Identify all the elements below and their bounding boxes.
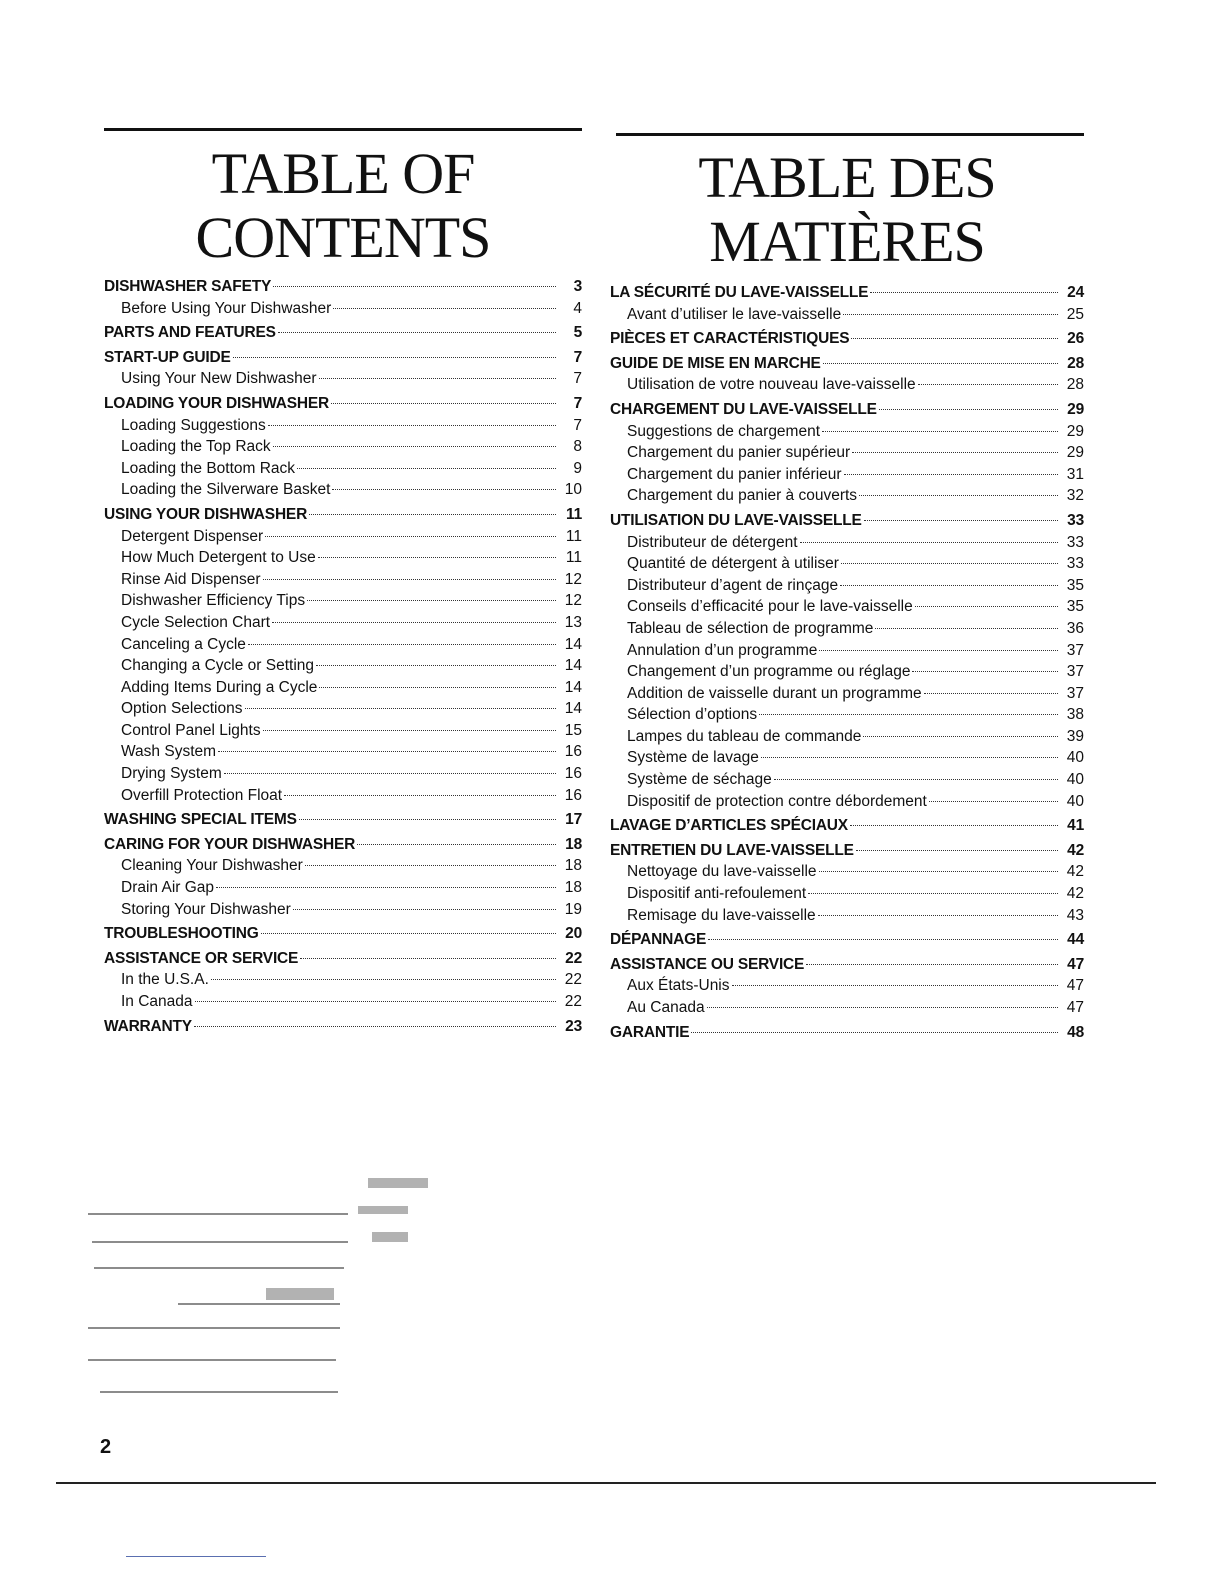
dot-leader [864, 520, 1058, 521]
subsection-title: Distributeur d’agent de rinçage [627, 576, 839, 594]
toc-subsection-entry [104, 879, 582, 901]
page-ref: 39 [1066, 727, 1084, 745]
top-rule-english [104, 128, 582, 131]
toc-subsection-entry [610, 793, 1084, 815]
section-title: GUIDE DE MISE EN MARCHE [610, 354, 821, 372]
dot-leader [273, 446, 556, 447]
dot-leader [800, 542, 1058, 543]
page-ref: 33 [1067, 511, 1084, 529]
page-ref: 14 [564, 657, 582, 675]
toc-subsection-entry [610, 642, 1084, 664]
toc-subsection-entry [104, 679, 582, 701]
top-rule-french [616, 133, 1084, 136]
subsection-title: Control Panel Lights [121, 721, 261, 739]
subsection-title: Sélection d’options [627, 706, 758, 724]
toc-subsection-entry [610, 306, 1084, 328]
page-ref: 11 [566, 505, 582, 523]
dot-leader [248, 644, 556, 645]
dot-leader [316, 665, 556, 666]
subsection-title: Annulation d’un programme [627, 641, 818, 659]
section-title: ENTRETIEN DU LAVE-VAISSELLE [610, 841, 854, 859]
subsection-title: Drain Air Gap [121, 879, 215, 897]
subsection-title: Storing Your Dishwasher [121, 900, 291, 918]
page-ref: 33 [1066, 555, 1084, 573]
page-ref: 29 [1066, 444, 1084, 462]
dot-leader [224, 773, 556, 774]
page-ref: 20 [565, 925, 582, 943]
page-ref: 28 [1067, 354, 1084, 372]
section-title: WASHING SPECIAL ITEMS [104, 811, 297, 829]
toc-subsection-entry [104, 971, 582, 993]
toc-subsection-entry [610, 423, 1084, 445]
toc-subsection-entry [104, 417, 582, 439]
page-ref: 37 [1066, 663, 1084, 681]
subsection-title: Option Selections [121, 700, 243, 718]
title-line-1: TABLE DES [698, 145, 996, 210]
toc-section-entry [104, 836, 582, 858]
toc-subsection-entry [610, 598, 1084, 620]
subsection-title: Dispositif de protection contre débordement [627, 792, 927, 810]
toc-subsection-entry [610, 376, 1084, 398]
toc-section-entry [610, 931, 1084, 953]
subsection-title: Loading the Top Rack [121, 438, 271, 456]
subsection-title: Loading Suggestions [121, 416, 266, 434]
page-ref: 38 [1066, 706, 1084, 724]
toc-section-entry [610, 1024, 1084, 1046]
dot-leader [851, 338, 1058, 339]
toc-subsection-entry [104, 901, 582, 923]
toc-subsection-entry [610, 663, 1084, 685]
section-title: DÉPANNAGE [610, 931, 707, 949]
page-ref: 35 [1066, 598, 1084, 616]
page-ref: 22 [565, 949, 582, 967]
subsection-title: Canceling a Cycle [121, 635, 246, 653]
section-title: LAVAGE D’ARTICLES SPÉCIAUX [610, 817, 848, 835]
dot-leader [822, 431, 1058, 432]
subsection-title: Drying System [121, 765, 222, 783]
page-ref: 41 [1067, 817, 1084, 835]
dot-leader [806, 964, 1058, 965]
toc-subsection-entry [610, 885, 1084, 907]
page-ref: 7 [573, 370, 582, 388]
dot-leader [233, 357, 556, 358]
section-title: GARANTIE [610, 1023, 690, 1041]
title-line-2: MATIÈRES [709, 209, 985, 274]
section-title: UTILISATION DU LAVE-VAISSELLE [610, 511, 862, 529]
dot-leader [263, 730, 556, 731]
dot-leader [875, 628, 1058, 629]
dot-leader [823, 363, 1058, 364]
page-ref: 5 [573, 324, 582, 342]
page-ref: 8 [573, 438, 582, 456]
toc-section-entry [104, 950, 582, 972]
dot-leader [843, 314, 1058, 315]
page-ref: 42 [1066, 863, 1084, 881]
dot-leader [273, 286, 556, 287]
subsection-title: Remisage du lave-vaisselle [627, 906, 816, 924]
page-ref: 12 [564, 592, 582, 610]
dot-leader [319, 687, 556, 688]
toc-subsection-entry [104, 438, 582, 460]
toc-subsection-entry [104, 700, 582, 722]
toc-subsection-entry [610, 771, 1084, 793]
subsection-title: Detergent Dispenser [121, 527, 264, 545]
toc-subsection-entry [104, 743, 582, 765]
dot-leader [818, 915, 1058, 916]
dot-leader [732, 985, 1058, 986]
page-ref: 11 [565, 527, 582, 545]
toc-section-entry [104, 349, 582, 371]
dot-leader [218, 751, 556, 752]
toc-section-entry [610, 284, 1084, 306]
page-ref: 47 [1067, 955, 1084, 973]
section-spacer [104, 1039, 582, 1042]
page-ref: 47 [1066, 977, 1084, 995]
subsection-title: Tableau de sélection de programme [627, 619, 874, 637]
toc-subsection-entry [610, 999, 1084, 1021]
toc-section-entry [610, 330, 1084, 352]
toc-subsection-entry [104, 993, 582, 1015]
dot-leader [840, 585, 1058, 586]
subsection-title: In Canada [121, 993, 193, 1010]
toc-subsection-entry [104, 765, 582, 787]
dot-leader [299, 819, 556, 820]
page-ref: 37 [1066, 641, 1084, 659]
title-line-1: TABLE OF [211, 141, 475, 206]
page-ref: 16 [564, 743, 582, 761]
dot-leader [691, 1032, 1058, 1033]
subsection-title: How Much Detergent to Use [121, 549, 316, 567]
toc-section-entry [104, 278, 582, 300]
toc-subsection-entry [610, 728, 1084, 750]
page-ref: 7 [573, 348, 582, 366]
toc-subsection-entry [610, 977, 1084, 999]
toc-subsection-entry [104, 722, 582, 744]
toc-section-entry [610, 817, 1084, 839]
subsection-title: Loading the Silverware Basket [121, 481, 331, 499]
page-ref: 18 [564, 857, 582, 875]
dot-leader [284, 795, 556, 796]
dot-leader [272, 622, 556, 623]
dot-leader [332, 489, 556, 490]
dot-leader [331, 403, 556, 404]
dot-leader [319, 378, 556, 379]
dot-leader [195, 1001, 556, 1002]
section-title: LA SÉCURITÉ DU LAVE-VAISSELLE [610, 284, 869, 301]
subsection-title: Quantité de détergent à utiliser [627, 555, 839, 573]
page-ref: 3 [573, 278, 582, 295]
toc-subsection-entry [610, 555, 1084, 577]
page-ref: 42 [1066, 885, 1084, 903]
page-ref: 29 [1066, 422, 1084, 440]
page-ref: 22 [564, 993, 582, 1010]
page-ref: 24 [1067, 284, 1084, 301]
subsection-title: Wash System [121, 743, 217, 761]
dot-leader [263, 579, 556, 580]
toc-subsection-entry [610, 749, 1084, 771]
page-ref: 12 [564, 570, 582, 588]
section-title: DISHWASHER SAFETY [104, 278, 272, 295]
toc-subsection-entry [104, 657, 582, 679]
page-ref: 14 [564, 700, 582, 718]
dot-leader [924, 693, 1058, 694]
page-ref: 31 [1066, 465, 1084, 483]
subsection-title: Rinse Aid Dispenser [121, 570, 261, 588]
subsection-title: Cycle Selection Chart [121, 613, 271, 631]
section-title: CARING FOR YOUR DISHWASHER [104, 835, 356, 853]
dot-leader [245, 708, 557, 709]
page-ref: 18 [564, 879, 582, 897]
subsection-title: Loading the Bottom Rack [121, 459, 296, 477]
page-ref: 4 [573, 299, 582, 317]
dot-leader [929, 801, 1058, 802]
toc-section-entry [104, 1018, 582, 1040]
page-ref: 22 [564, 971, 582, 989]
section-title: USING YOUR DISHWASHER [104, 505, 308, 523]
section-title: LOADING YOUR DISHWASHER [104, 394, 330, 412]
subsection-title: Addition de vaisselle durant un programme [627, 684, 922, 702]
subsection-title: Lampes du tableau de commande [627, 727, 862, 745]
toc-section-entry [610, 355, 1084, 377]
dot-leader [268, 425, 556, 426]
dot-leader [278, 332, 556, 333]
page-ref: 26 [1067, 330, 1084, 348]
dot-leader [707, 1007, 1058, 1008]
dot-leader [808, 893, 1058, 894]
toc-subsection-entry [104, 571, 582, 593]
dot-leader [761, 757, 1058, 758]
dot-leader [300, 958, 556, 959]
page-ref: 42 [1067, 841, 1084, 859]
dot-leader [819, 871, 1058, 872]
dot-leader [850, 825, 1058, 826]
toc-subsection-entry [610, 534, 1084, 556]
page-ref: 32 [1066, 487, 1084, 505]
toc-section-entry [610, 512, 1084, 534]
toc-section-entry [104, 925, 582, 947]
dot-leader [318, 557, 556, 558]
toc-subsection-entry [610, 487, 1084, 509]
page-ref: 15 [564, 721, 582, 739]
page-ref: 40 [1066, 749, 1084, 767]
toc-subsection-entry [104, 787, 582, 809]
page-ref: 48 [1067, 1023, 1084, 1041]
section-title: ASSISTANCE OR SERVICE [104, 949, 299, 967]
subsection-title: Adding Items During a Cycle [121, 678, 318, 696]
section-title: TROUBLESHOOTING [104, 925, 259, 943]
toc-french [610, 284, 1084, 1048]
dot-leader [211, 979, 556, 980]
page-ref: 14 [564, 635, 582, 653]
toc-section-entry [104, 395, 582, 417]
page-ref: 29 [1067, 400, 1084, 418]
toc-subsection-entry [610, 577, 1084, 599]
toc-subsection-entry [104, 460, 582, 482]
page-ref: 23 [565, 1017, 582, 1035]
subsection-title: Nettoyage du lave-vaisselle [627, 863, 817, 881]
page-ref: 25 [1066, 305, 1084, 323]
toc-subsection-entry [104, 614, 582, 636]
dot-leader [918, 384, 1058, 385]
dot-leader [879, 409, 1058, 410]
page-number: 2 [100, 1436, 112, 1458]
page-ref: 13 [564, 613, 582, 631]
toc-subsection-entry [610, 444, 1084, 466]
page-ref: 7 [573, 416, 582, 434]
section-title: CHARGEMENT DU LAVE-VAISSELLE [610, 400, 877, 418]
dot-leader [708, 939, 1058, 940]
toc-subsection-entry [104, 549, 582, 571]
section-title: PIÈCES ET CARACTÉRISTIQUES [610, 330, 850, 348]
page-ref: 44 [1067, 931, 1084, 949]
page-ref: 33 [1066, 533, 1084, 551]
section-title: PARTS AND FEATURES [104, 324, 276, 342]
toc-subsection-entry [104, 300, 582, 322]
subsection-title: Avant d’utiliser le lave-vaisselle [627, 305, 842, 323]
subsection-title: Conseils d’efficacité pour le lave-vaisselle [627, 598, 913, 616]
page-ref: 16 [564, 786, 582, 804]
subsection-title: In the U.S.A. [121, 971, 209, 989]
toc-subsection-entry [104, 481, 582, 503]
toc-subsection-entry [610, 620, 1084, 642]
dot-leader [759, 714, 1058, 715]
title-line-2: CONTENTS [195, 205, 491, 270]
toc-subsection-entry [610, 907, 1084, 929]
toc-subsection-entry [610, 706, 1084, 728]
dot-leader [844, 474, 1058, 475]
subsection-title: Dishwasher Efficiency Tips [121, 592, 306, 610]
dot-leader [859, 495, 1058, 496]
page-ref: 11 [565, 549, 582, 567]
page-ref: 18 [565, 835, 582, 853]
subsection-title: Overfill Protection Float [121, 786, 283, 804]
dot-leader [870, 292, 1058, 293]
toc-subsection-entry [610, 863, 1084, 885]
subsection-title: Changement d’un programme ou réglage [627, 663, 911, 681]
subsection-title: Dispositif anti-refoulement [627, 885, 807, 903]
dot-leader [912, 671, 1058, 672]
subsection-title: Utilisation de votre nouveau lave-vaisselle [627, 376, 916, 394]
toc-subsection-entry [104, 636, 582, 658]
subsection-title: Cleaning Your Dishwasher [121, 857, 303, 875]
page-ref: 37 [1066, 684, 1084, 702]
dot-leader [852, 452, 1058, 453]
page-ref: 14 [564, 678, 582, 696]
dot-leader [333, 308, 556, 309]
dot-leader [194, 1026, 556, 1027]
toc-subsection-entry [610, 685, 1084, 707]
page-ref: 19 [564, 900, 582, 918]
dot-leader [856, 850, 1058, 851]
subsection-title: Système de lavage [627, 749, 759, 767]
subsection-title: Chargement du panier supérieur [627, 444, 851, 462]
dot-leader [216, 887, 556, 888]
section-spacer [610, 1045, 1084, 1048]
section-title: WARRANTY [104, 1017, 192, 1035]
subsection-title: Système de séchage [627, 771, 772, 789]
dot-leader [307, 600, 556, 601]
page-ref: 36 [1066, 619, 1084, 637]
toc-subsection-entry [610, 466, 1084, 488]
page-title-english [104, 142, 582, 270]
faded-stamp-marks [78, 1160, 498, 1410]
dot-leader [293, 909, 556, 910]
page-ref: 16 [564, 765, 582, 783]
toc-section-entry [610, 956, 1084, 978]
toc-section-entry [104, 811, 582, 833]
toc-section-entry [104, 506, 582, 528]
subsection-title: Changing a Cycle or Setting [121, 657, 315, 675]
footer-rule [56, 1482, 1156, 1484]
dot-leader [265, 536, 556, 537]
toc-section-entry [610, 401, 1084, 423]
subsection-title: Suggestions de chargement [627, 422, 821, 440]
page-ref: 40 [1066, 792, 1084, 810]
dot-leader [309, 514, 556, 515]
subsection-title: Chargement du panier à couverts [627, 487, 858, 505]
subsection-title: Chargement du panier inférieur [627, 465, 842, 483]
subsection-title: Using Your New Dishwasher [121, 370, 317, 388]
section-title: ASSISTANCE OU SERVICE [610, 955, 805, 973]
section-title: START-UP GUIDE [104, 348, 231, 366]
dot-leader [863, 736, 1058, 737]
page-ref: 40 [1066, 771, 1084, 789]
page-ref: 7 [573, 394, 582, 412]
blue-underline-mark [126, 1556, 266, 1557]
page-ref: 17 [565, 811, 582, 829]
page-ref: 28 [1066, 376, 1084, 394]
toc-subsection-entry [104, 592, 582, 614]
page-ref: 9 [573, 459, 582, 477]
toc-english [104, 278, 582, 1042]
toc-subsection-entry [104, 370, 582, 392]
dot-leader [305, 865, 556, 866]
dot-leader [774, 779, 1058, 780]
subsection-title: Distributeur de détergent [627, 533, 798, 551]
toc-section-entry [104, 324, 582, 346]
subsection-title: Au Canada [627, 999, 705, 1016]
toc-subsection-entry [104, 857, 582, 879]
dot-leader [841, 563, 1058, 564]
dot-leader [915, 606, 1058, 607]
dot-leader [261, 933, 556, 934]
page-ref: 47 [1066, 999, 1084, 1016]
dot-leader [297, 468, 556, 469]
toc-section-entry [610, 842, 1084, 864]
page-ref: 10 [564, 481, 582, 499]
subsection-title: Aux États-Unis [627, 977, 730, 995]
subsection-title: Before Using Your Dishwasher [121, 299, 332, 317]
dot-leader [357, 844, 556, 845]
page-title-french [610, 146, 1084, 274]
page-ref: 43 [1066, 906, 1084, 924]
page-ref: 35 [1066, 576, 1084, 594]
toc-subsection-entry [104, 528, 582, 550]
dot-leader [819, 650, 1058, 651]
